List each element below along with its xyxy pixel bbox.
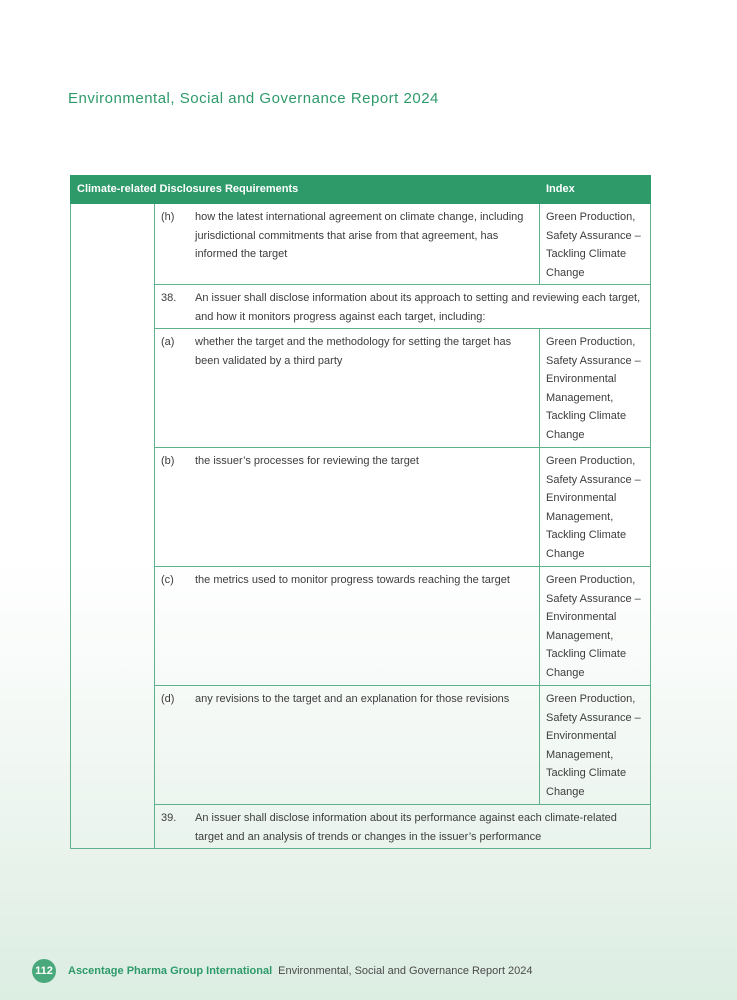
- index-cell: Green Production, Safety Assurance – Environmental Management, Tackling Climate Change: [540, 686, 651, 805]
- column-header-index: Index: [540, 176, 651, 204]
- table-row: [71, 285, 651, 329]
- item-text: the issuer’s processes for reviewing the target: [195, 455, 419, 467]
- item-marker: (d): [161, 693, 175, 705]
- requirement-cell: [155, 204, 540, 285]
- footer-report-title: Environmental, Social and Governance Report 2024: [278, 965, 533, 977]
- item-text: any revisions to the target and an explanation for those revisions: [195, 693, 510, 705]
- item-marker: 39.: [161, 812, 177, 824]
- item-marker: 38.: [161, 292, 177, 304]
- item-marker: (h): [161, 211, 175, 223]
- requirement-cell: [155, 686, 540, 805]
- item-marker: (b): [161, 455, 175, 467]
- page-footer: [32, 959, 533, 983]
- table-row: [71, 329, 651, 448]
- item-marker: (a): [161, 336, 175, 348]
- item-text: An issuer shall disclose information about its approach to setting and reviewing each target, and how it monitors progress against each target, including:: [195, 292, 641, 323]
- table-row: [71, 204, 651, 285]
- blank-left-cell: [71, 204, 155, 849]
- disclosure-table: [70, 175, 651, 849]
- index-cell: Green Production, Safety Assurance – Environmental Management, Tackling Climate Change: [540, 567, 651, 686]
- requirement-cell: [155, 567, 540, 686]
- index-cell: Green Production, Safety Assurance – Tackling Climate Change: [540, 204, 651, 285]
- column-header-requirements: Climate-related Disclosures Requirements: [71, 176, 540, 204]
- footer-company-name: Ascentage Pharma Group International: [68, 965, 273, 977]
- page-header-title: Environmental, Social and Governance Report 2024: [68, 90, 439, 107]
- requirement-cell-wide: [155, 805, 651, 849]
- table-row: [71, 448, 651, 567]
- item-text: how the latest international agreement on climate change, including jurisdictional commitments that arise from that agreement, has informed the target: [195, 211, 524, 260]
- page-number-badge: 112: [32, 959, 56, 983]
- index-cell: Green Production, Safety Assurance – Environmental Management, Tackling Climate Change: [540, 329, 651, 448]
- requirement-cell-wide: [155, 285, 651, 329]
- requirement-cell: [155, 448, 540, 567]
- index-cell: Green Production, Safety Assurance – Environmental Management, Tackling Climate Change: [540, 448, 651, 567]
- item-text: whether the target and the methodology for setting the target has been validated by a third party: [195, 336, 512, 367]
- table-header-row: [71, 176, 651, 204]
- table-row: [71, 805, 651, 849]
- item-marker: (c): [161, 574, 174, 586]
- requirement-cell: [155, 329, 540, 448]
- item-text: An issuer shall disclose information about its performance against each climate-related target and an analysis of trends or changes in the issuer’s performance: [195, 812, 617, 843]
- item-text: the metrics used to monitor progress towards reaching the target: [195, 574, 510, 586]
- table-row: [71, 686, 651, 805]
- table-row: [71, 567, 651, 686]
